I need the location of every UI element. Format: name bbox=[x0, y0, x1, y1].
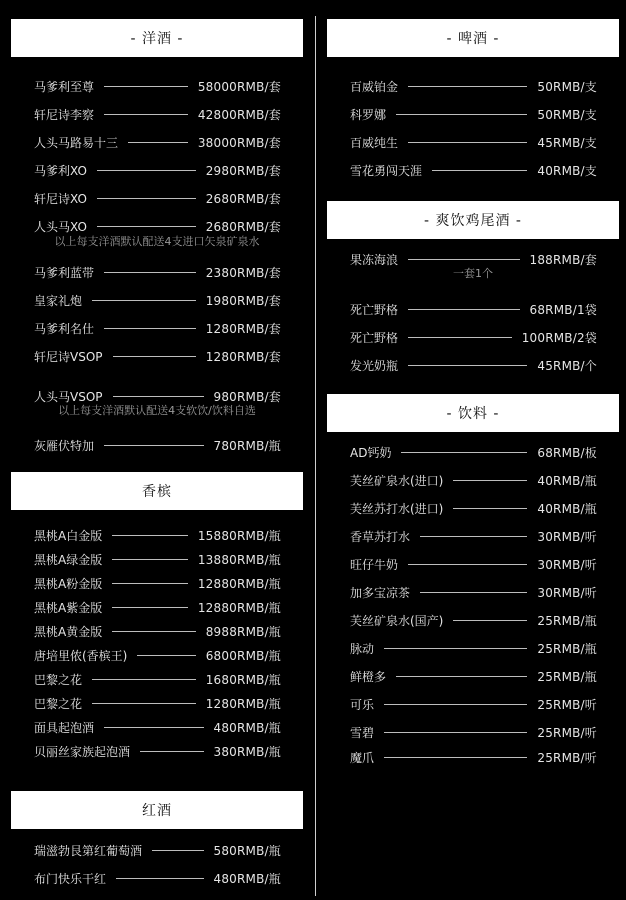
menu-item bbox=[34, 869, 281, 887]
menu-item bbox=[350, 667, 597, 685]
foreign-liquor-title: - 洋酒 - bbox=[130, 31, 184, 47]
menu-item bbox=[34, 622, 281, 640]
foreign-liquor-header bbox=[11, 19, 303, 57]
red-wine-title: 红酒 bbox=[142, 803, 172, 819]
dot-leader bbox=[104, 328, 196, 329]
menu-item bbox=[34, 105, 281, 123]
menu-item bbox=[34, 319, 281, 337]
item-name: 死亡野格 bbox=[350, 330, 399, 345]
beer-title: - 啤酒 - bbox=[446, 31, 500, 47]
champagne-section bbox=[11, 472, 303, 759]
item-price: 15880RMB/瓶 bbox=[197, 528, 281, 543]
item-price: 1280RMB/套 bbox=[205, 321, 281, 336]
item-name: 科罗娜 bbox=[350, 107, 387, 122]
menu-item bbox=[34, 574, 281, 592]
menu-item bbox=[350, 105, 597, 123]
dot-leader bbox=[112, 631, 195, 632]
item-name: 马爹利至尊 bbox=[34, 79, 95, 94]
item-price: 12880RMB/瓶 bbox=[197, 576, 281, 591]
menu-item bbox=[34, 189, 281, 207]
item-name: 黑桃A黄金版 bbox=[34, 624, 103, 639]
menu-item bbox=[350, 639, 597, 657]
item-price: 50RMB/支 bbox=[537, 79, 597, 94]
menu-item bbox=[350, 695, 597, 713]
item-name: 黑桃A绿金版 bbox=[34, 552, 103, 567]
menu-item bbox=[350, 161, 597, 179]
dot-leader bbox=[97, 170, 196, 171]
dot-leader bbox=[408, 309, 520, 310]
dot-leader bbox=[408, 365, 527, 366]
item-name: 雪花勇闯天涯 bbox=[350, 163, 423, 178]
dot-leader bbox=[112, 535, 188, 536]
item-price: 188RMB/套 bbox=[529, 252, 597, 267]
item-name: 黑桃A白金版 bbox=[34, 528, 103, 543]
item-name: 巴黎之花 bbox=[34, 672, 83, 687]
dot-leader bbox=[128, 142, 188, 143]
menu-item bbox=[350, 611, 597, 629]
item-name: 马爹利名仕 bbox=[34, 321, 95, 336]
red-wine-section bbox=[11, 791, 303, 886]
drinks-title: - 饮料 - bbox=[446, 406, 500, 422]
item-price: 2380RMB/套 bbox=[205, 265, 281, 280]
dot-leader bbox=[140, 751, 204, 752]
dot-leader bbox=[112, 559, 188, 560]
item-price: 8988RMB/瓶 bbox=[205, 624, 281, 639]
item-name: 香草苏打水 bbox=[350, 529, 411, 544]
item-name: 马爹利XO bbox=[34, 163, 87, 178]
dot-leader bbox=[453, 620, 527, 621]
menu-item bbox=[34, 718, 281, 736]
menu-item bbox=[34, 550, 281, 568]
dot-leader bbox=[408, 86, 527, 87]
item-name: 灰雁伏特加 bbox=[34, 438, 95, 453]
item-price: 2680RMB/套 bbox=[205, 191, 281, 206]
column-divider bbox=[315, 16, 316, 896]
cocktail-header bbox=[327, 201, 619, 239]
champagne-header bbox=[11, 472, 303, 510]
item-name: 芙丝矿泉水(进口) bbox=[350, 473, 444, 488]
item-price: 2680RMB/套 bbox=[205, 219, 281, 234]
menu-item bbox=[350, 300, 597, 318]
item-price: 40RMB/支 bbox=[537, 163, 597, 178]
dot-leader bbox=[137, 655, 195, 656]
item-name: 瑞滋勃艮第红葡萄酒 bbox=[34, 843, 143, 858]
menu-item bbox=[350, 748, 597, 766]
menu-item bbox=[350, 77, 597, 95]
menu-item bbox=[350, 443, 597, 461]
item-price: 480RMB/瓶 bbox=[213, 871, 281, 886]
item-price: 68RMB/板 bbox=[537, 445, 597, 460]
item-price: 25RMB/听 bbox=[537, 725, 597, 740]
item-price: 40RMB/瓶 bbox=[537, 501, 597, 516]
item-name: 人头马XO bbox=[34, 219, 87, 234]
item-price: 25RMB/瓶 bbox=[537, 613, 597, 628]
item-name: 黑桃A粉金版 bbox=[34, 576, 103, 591]
menu-item bbox=[34, 694, 281, 712]
red-wine-header bbox=[11, 791, 303, 829]
item-name: 芙丝矿泉水(国产) bbox=[350, 613, 444, 628]
dot-leader bbox=[112, 583, 188, 584]
item-price: 42800RMB/套 bbox=[197, 107, 281, 122]
item-price: 1280RMB/套 bbox=[205, 349, 281, 364]
item-name: 可乐 bbox=[350, 697, 375, 712]
menu-item bbox=[34, 526, 281, 544]
item-name: 黑桃A紫金版 bbox=[34, 600, 103, 615]
dot-leader bbox=[420, 536, 527, 537]
item-name: 死亡野格 bbox=[350, 302, 399, 317]
item-price: 980RMB/套 bbox=[213, 389, 281, 404]
item-price: 50RMB/支 bbox=[537, 107, 597, 122]
item-price: 1680RMB/瓶 bbox=[205, 672, 281, 687]
item-price: 1280RMB/瓶 bbox=[205, 696, 281, 711]
dot-leader bbox=[384, 704, 527, 705]
dot-leader bbox=[104, 86, 188, 87]
dot-leader bbox=[384, 757, 527, 758]
item-price: 25RMB/瓶 bbox=[537, 641, 597, 656]
dot-leader bbox=[116, 878, 204, 879]
dot-leader bbox=[420, 592, 527, 593]
item-name: 鲜橙多 bbox=[350, 669, 387, 684]
item-price: 30RMB/听 bbox=[537, 529, 597, 544]
dot-leader bbox=[396, 676, 527, 677]
item-name: 马爹利蓝带 bbox=[34, 265, 95, 280]
item-price: 100RMB/2袋 bbox=[521, 330, 597, 345]
dot-leader bbox=[104, 114, 188, 115]
item-name: 雪碧 bbox=[350, 725, 375, 740]
dot-leader bbox=[408, 259, 520, 260]
menu-item bbox=[350, 527, 597, 545]
foreign-liquor-note-1: 以上每支洋酒默认配送4支进口矢泉矿泉水 bbox=[54, 235, 260, 248]
dot-leader bbox=[408, 142, 527, 143]
item-price: 25RMB/听 bbox=[537, 697, 597, 712]
item-name: 加多宝凉茶 bbox=[350, 585, 411, 600]
item-price: 40RMB/瓶 bbox=[537, 473, 597, 488]
item-name: 轩尼诗VSOP bbox=[34, 349, 103, 364]
menu-item bbox=[34, 77, 281, 95]
dot-leader bbox=[104, 445, 204, 446]
cocktail-title: - 爽饮鸡尾酒 - bbox=[423, 213, 522, 229]
item-name: 果冻海浪 bbox=[350, 252, 399, 267]
dot-leader bbox=[104, 727, 204, 728]
menu-item bbox=[34, 263, 281, 281]
menu-item bbox=[34, 161, 281, 179]
item-price: 58000RMB/套 bbox=[197, 79, 281, 94]
dot-leader bbox=[97, 226, 196, 227]
item-name: AD钙奶 bbox=[350, 445, 392, 460]
item-price: 6800RMB/瓶 bbox=[205, 648, 281, 663]
dot-leader bbox=[112, 607, 188, 608]
item-price: 380RMB/瓶 bbox=[213, 744, 281, 759]
item-price: 30RMB/听 bbox=[537, 585, 597, 600]
item-name: 巴黎之花 bbox=[34, 696, 83, 711]
item-price: 45RMB/支 bbox=[537, 135, 597, 150]
item-name: 百威铂金 bbox=[350, 79, 399, 94]
item-price: 25RMB/听 bbox=[537, 750, 597, 765]
item-name: 布门快乐干红 bbox=[34, 871, 107, 886]
item-name: 皇家礼炮 bbox=[34, 293, 83, 308]
dot-leader bbox=[113, 396, 204, 397]
dot-leader bbox=[92, 703, 196, 704]
menu-item bbox=[34, 646, 281, 664]
item-name: 轩尼诗XO bbox=[34, 191, 87, 206]
menu-item bbox=[350, 328, 597, 346]
item-price: 2980RMB/套 bbox=[205, 163, 281, 178]
drinks-header bbox=[327, 394, 619, 432]
item-name: 人头马VSOP bbox=[34, 389, 103, 404]
menu-item bbox=[34, 347, 281, 365]
item-price: 580RMB/瓶 bbox=[213, 843, 281, 858]
item-name: 贝丽丝家族起泡酒 bbox=[34, 744, 131, 759]
menu-item bbox=[350, 499, 597, 517]
dot-leader bbox=[408, 337, 512, 338]
menu-item bbox=[350, 471, 597, 489]
cocktail-note: 一套1个 bbox=[453, 267, 493, 280]
dot-leader bbox=[92, 679, 196, 680]
beer-header bbox=[327, 19, 619, 57]
dot-leader bbox=[104, 272, 196, 273]
dot-leader bbox=[384, 732, 527, 733]
item-price: 38000RMB/套 bbox=[197, 135, 281, 150]
item-price: 45RMB/个 bbox=[537, 358, 597, 373]
item-price: 30RMB/听 bbox=[537, 557, 597, 572]
dot-leader bbox=[113, 356, 196, 357]
menu-item bbox=[350, 723, 597, 741]
menu-item bbox=[350, 555, 597, 573]
item-name: 魔爪 bbox=[350, 750, 375, 765]
item-price: 480RMB/瓶 bbox=[213, 720, 281, 735]
champagne-title: 香槟 bbox=[142, 484, 172, 500]
item-price: 25RMB/瓶 bbox=[537, 669, 597, 684]
dot-leader bbox=[92, 300, 196, 301]
foreign-liquor-note-2: 以上每支洋酒默认配送4支软饮/饮料自选 bbox=[58, 404, 256, 417]
dot-leader bbox=[453, 508, 527, 509]
item-name: 人头马路易十三 bbox=[34, 135, 119, 150]
item-price: 68RMB/1袋 bbox=[529, 302, 597, 317]
menu-item bbox=[350, 583, 597, 601]
dot-leader bbox=[432, 170, 527, 171]
menu-item bbox=[34, 742, 281, 760]
item-name: 唐培里侬(香槟王) bbox=[34, 648, 128, 663]
item-price: 12880RMB/瓶 bbox=[197, 600, 281, 615]
cocktail-section bbox=[327, 201, 619, 373]
item-price: 13880RMB/瓶 bbox=[197, 552, 281, 567]
foreign-liquor-section bbox=[11, 19, 303, 453]
dot-leader bbox=[384, 648, 527, 649]
menu-item bbox=[34, 436, 281, 454]
item-name: 脉动 bbox=[350, 641, 375, 656]
dot-leader bbox=[408, 564, 527, 565]
item-price: 780RMB/瓶 bbox=[213, 438, 281, 453]
item-name: 面具起泡酒 bbox=[34, 720, 95, 735]
menu-item bbox=[34, 291, 281, 309]
dot-leader bbox=[401, 452, 527, 453]
dot-leader bbox=[152, 850, 204, 851]
item-name: 芙丝苏打水(进口) bbox=[350, 501, 444, 516]
dot-leader bbox=[396, 114, 527, 115]
item-name: 发光奶瓶 bbox=[350, 358, 399, 373]
menu-item bbox=[34, 598, 281, 616]
menu-item bbox=[34, 133, 281, 151]
menu-item bbox=[350, 356, 597, 374]
item-name: 轩尼诗李察 bbox=[34, 107, 95, 122]
menu-item bbox=[34, 841, 281, 859]
drinks-section bbox=[327, 394, 619, 765]
dot-leader bbox=[97, 198, 196, 199]
item-name: 旺仔牛奶 bbox=[350, 557, 399, 572]
menu-item bbox=[34, 670, 281, 688]
dot-leader bbox=[453, 480, 527, 481]
beer-section bbox=[327, 19, 619, 178]
item-price: 1980RMB/套 bbox=[205, 293, 281, 308]
menu-item bbox=[350, 133, 597, 151]
item-name: 百威纯生 bbox=[350, 135, 399, 150]
